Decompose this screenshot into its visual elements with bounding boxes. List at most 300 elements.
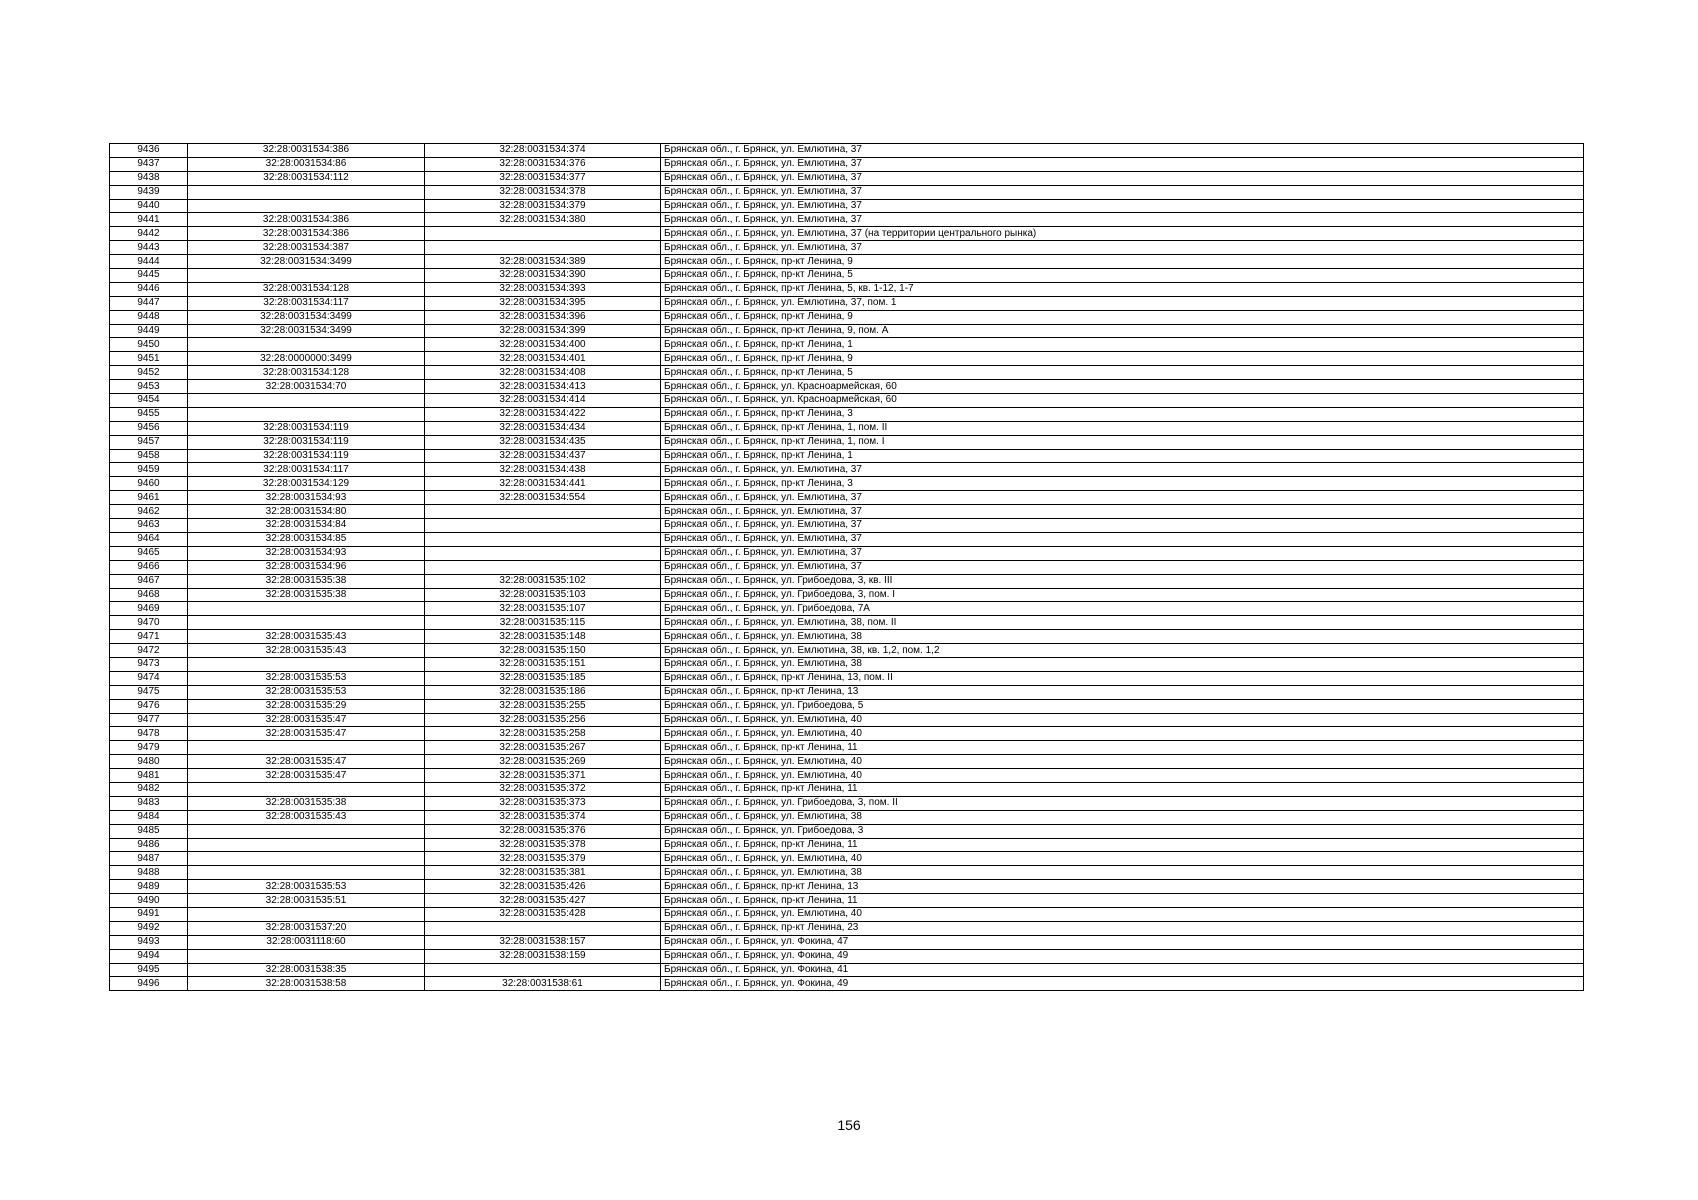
address-cell: Брянская обл., г. Брянск, ул. Грибоедова, 3, кв. III bbox=[661, 574, 1584, 588]
address-cell: Брянская обл., г. Брянск, ул. Емлютина, 38 bbox=[661, 657, 1584, 671]
address-cell: Брянская обл., г. Брянск, ул. Емлютина, 38 bbox=[661, 810, 1584, 824]
object-number-cell: 32:28:0031538:159 bbox=[425, 949, 661, 963]
row-number-cell: 9441 bbox=[110, 213, 188, 227]
object-number-cell: 32:28:0031534:390 bbox=[425, 269, 661, 283]
address-cell: Брянская обл., г. Брянск, ул. Емлютина, 37 bbox=[661, 560, 1584, 574]
parcel-number-cell: 32:28:0031534:3499 bbox=[188, 324, 425, 338]
address-cell: Брянская обл., г. Брянск, ул. Емлютина, 37 bbox=[661, 532, 1584, 546]
parcel-number-cell: 32:28:0031535:29 bbox=[188, 699, 425, 713]
table-row bbox=[110, 657, 1584, 671]
object-number-cell: 32:28:0031534:396 bbox=[425, 310, 661, 324]
parcel-number-cell: 32:28:0031535:53 bbox=[188, 671, 425, 685]
parcel-number-cell bbox=[188, 741, 425, 755]
address-cell: Брянская обл., г. Брянск, ул. Емлютина, 40 bbox=[661, 852, 1584, 866]
object-number-cell: 32:28:0031534:435 bbox=[425, 435, 661, 449]
parcel-number-cell: 32:28:0031534:119 bbox=[188, 449, 425, 463]
parcel-number-cell bbox=[188, 866, 425, 880]
object-number-cell: 32:28:0031538:61 bbox=[425, 977, 661, 991]
row-number-cell: 9488 bbox=[110, 866, 188, 880]
object-number-cell: 32:28:0031534:379 bbox=[425, 199, 661, 213]
object-number-cell: 32:28:0031535:378 bbox=[425, 838, 661, 852]
address-cell: Брянская обл., г. Брянск, пр-кт Ленина, 9, пом. А bbox=[661, 324, 1584, 338]
object-number-cell: 32:28:0031535:151 bbox=[425, 657, 661, 671]
row-number-cell: 9457 bbox=[110, 435, 188, 449]
table-row bbox=[110, 157, 1584, 171]
table-row bbox=[110, 185, 1584, 199]
table-row bbox=[110, 255, 1584, 269]
address-cell: Брянская обл., г. Брянск, ул. Емлютина, 37 bbox=[661, 157, 1584, 171]
parcel-number-cell: 32:28:0031534:128 bbox=[188, 282, 425, 296]
object-number-cell: 32:28:0031534:437 bbox=[425, 449, 661, 463]
address-cell: Брянская обл., г. Брянск, ул. Емлютина, 37 bbox=[661, 213, 1584, 227]
address-cell: Брянская обл., г. Брянск, пр-кт Ленина, 9 bbox=[661, 310, 1584, 324]
parcel-number-cell: 32:28:0031118:60 bbox=[188, 935, 425, 949]
row-number-cell: 9482 bbox=[110, 782, 188, 796]
table-row bbox=[110, 699, 1584, 713]
row-number-cell: 9474 bbox=[110, 671, 188, 685]
parcel-number-cell: 32:28:0031535:43 bbox=[188, 644, 425, 658]
object-number-cell: 32:28:0031535:150 bbox=[425, 644, 661, 658]
row-number-cell: 9483 bbox=[110, 796, 188, 810]
row-number-cell: 9454 bbox=[110, 394, 188, 408]
object-number-cell: 32:28:0031535:372 bbox=[425, 782, 661, 796]
row-number-cell: 9453 bbox=[110, 380, 188, 394]
parcel-number-cell: 32:28:0031535:38 bbox=[188, 588, 425, 602]
address-cell: Брянская обл., г. Брянск, пр-кт Ленина, 1 bbox=[661, 449, 1584, 463]
object-number-cell: 32:28:0031534:434 bbox=[425, 421, 661, 435]
address-cell: Брянская обл., г. Брянск, ул. Грибоедова, 5 bbox=[661, 699, 1584, 713]
parcel-number-cell bbox=[188, 269, 425, 283]
row-number-cell: 9463 bbox=[110, 519, 188, 533]
table-row bbox=[110, 435, 1584, 449]
object-number-cell: 32:28:0031538:157 bbox=[425, 935, 661, 949]
object-number-cell: 32:28:0031535:256 bbox=[425, 713, 661, 727]
row-number-cell: 9469 bbox=[110, 602, 188, 616]
row-number-cell: 9485 bbox=[110, 824, 188, 838]
row-number-cell: 9436 bbox=[110, 144, 188, 158]
object-number-cell bbox=[425, 505, 661, 519]
table-row bbox=[110, 532, 1584, 546]
parcel-number-cell: 32:28:0031535:53 bbox=[188, 880, 425, 894]
address-cell: Брянская обл., г. Брянск, пр-кт Ленина, 13 bbox=[661, 880, 1584, 894]
parcel-number-cell bbox=[188, 199, 425, 213]
parcel-number-cell: 32:28:0031534:119 bbox=[188, 435, 425, 449]
parcel-number-cell: 32:28:0031535:53 bbox=[188, 685, 425, 699]
address-cell: Брянская обл., г. Брянск, ул. Емлютина, 40 bbox=[661, 769, 1584, 783]
row-number-cell: 9481 bbox=[110, 769, 188, 783]
object-number-cell: 32:28:0031535:107 bbox=[425, 602, 661, 616]
row-number-cell: 9487 bbox=[110, 852, 188, 866]
parcel-number-cell bbox=[188, 616, 425, 630]
row-number-cell: 9440 bbox=[110, 199, 188, 213]
address-cell: Брянская обл., г. Брянск, пр-кт Ленина, 5, кв. 1-12, 1-7 bbox=[661, 282, 1584, 296]
table-row bbox=[110, 810, 1584, 824]
row-number-cell: 9452 bbox=[110, 366, 188, 380]
row-number-cell: 9484 bbox=[110, 810, 188, 824]
parcel-number-cell: 32:28:0031534:387 bbox=[188, 241, 425, 255]
parcel-number-cell: 32:28:0031534:93 bbox=[188, 546, 425, 560]
table-row bbox=[110, 421, 1584, 435]
address-cell: Брянская обл., г. Брянск, ул. Емлютина, 37 (на территории центрального рынка) bbox=[661, 227, 1584, 241]
object-number-cell bbox=[425, 241, 661, 255]
table-row bbox=[110, 560, 1584, 574]
address-cell: Брянская обл., г. Брянск, ул. Емлютина, 38 bbox=[661, 630, 1584, 644]
table-row bbox=[110, 394, 1584, 408]
table-row bbox=[110, 866, 1584, 880]
object-number-cell: 32:28:0031534:376 bbox=[425, 157, 661, 171]
table-row bbox=[110, 574, 1584, 588]
address-cell: Брянская обл., г. Брянск, ул. Фокина, 49 bbox=[661, 977, 1584, 991]
parcel-number-cell: 32:28:0031538:35 bbox=[188, 963, 425, 977]
table-row bbox=[110, 796, 1584, 810]
parcel-number-cell: 32:28:0031534:3499 bbox=[188, 255, 425, 269]
table-row bbox=[110, 491, 1584, 505]
address-cell: Брянская обл., г. Брянск, ул. Емлютина, 40 bbox=[661, 907, 1584, 921]
address-cell: Брянская обл., г. Брянск, ул. Емлютина, 37 bbox=[661, 199, 1584, 213]
object-number-cell: 32:28:0031534:408 bbox=[425, 366, 661, 380]
address-cell: Брянская обл., г. Брянск, ул. Фокина, 47 bbox=[661, 935, 1584, 949]
table-row bbox=[110, 685, 1584, 699]
table-row bbox=[110, 269, 1584, 283]
parcel-number-cell bbox=[188, 852, 425, 866]
table-row bbox=[110, 588, 1584, 602]
table-row bbox=[110, 852, 1584, 866]
address-cell: Брянская обл., г. Брянск, пр-кт Ленина, 11 bbox=[661, 838, 1584, 852]
object-number-cell: 32:28:0031535:269 bbox=[425, 755, 661, 769]
parcel-number-cell: 32:28:0031534:117 bbox=[188, 463, 425, 477]
parcel-number-cell: 32:28:0031534:386 bbox=[188, 144, 425, 158]
table-row bbox=[110, 907, 1584, 921]
row-number-cell: 9448 bbox=[110, 310, 188, 324]
object-number-cell bbox=[425, 519, 661, 533]
row-number-cell: 9449 bbox=[110, 324, 188, 338]
object-number-cell bbox=[425, 532, 661, 546]
object-number-cell: 32:28:0031535:426 bbox=[425, 880, 661, 894]
address-cell: Брянская обл., г. Брянск, ул. Емлютина, 37 bbox=[661, 171, 1584, 185]
object-number-cell: 32:28:0031535:115 bbox=[425, 616, 661, 630]
object-number-cell: 32:28:0031534:401 bbox=[425, 352, 661, 366]
table-row bbox=[110, 463, 1584, 477]
object-number-cell: 32:28:0031535:103 bbox=[425, 588, 661, 602]
parcel-number-cell: 32:28:0031534:80 bbox=[188, 505, 425, 519]
table-row bbox=[110, 644, 1584, 658]
row-number-cell: 9480 bbox=[110, 755, 188, 769]
row-number-cell: 9472 bbox=[110, 644, 188, 658]
parcel-number-cell bbox=[188, 824, 425, 838]
row-number-cell: 9445 bbox=[110, 269, 188, 283]
row-number-cell: 9476 bbox=[110, 699, 188, 713]
table-row bbox=[110, 630, 1584, 644]
table-row bbox=[110, 616, 1584, 630]
row-number-cell: 9450 bbox=[110, 338, 188, 352]
address-cell: Брянская обл., г. Брянск, ул. Красноармейская, 60 bbox=[661, 380, 1584, 394]
row-number-cell: 9467 bbox=[110, 574, 188, 588]
address-cell: Брянская обл., г. Брянск, пр-кт Ленина, 5 bbox=[661, 366, 1584, 380]
registry-table bbox=[109, 143, 1584, 991]
address-cell: Брянская обл., г. Брянск, ул. Емлютина, 40 bbox=[661, 727, 1584, 741]
table-row bbox=[110, 949, 1584, 963]
address-cell: Брянская обл., г. Брянск, ул. Емлютина, 37 bbox=[661, 144, 1584, 158]
table-row bbox=[110, 713, 1584, 727]
address-cell: Брянская обл., г. Брянск, пр-кт Ленина, 11 bbox=[661, 894, 1584, 908]
object-number-cell: 32:28:0031535:428 bbox=[425, 907, 661, 921]
object-number-cell bbox=[425, 546, 661, 560]
object-number-cell: 32:28:0031534:374 bbox=[425, 144, 661, 158]
table-row bbox=[110, 213, 1584, 227]
address-cell: Брянская обл., г. Брянск, ул. Емлютина, 37, пом. 1 bbox=[661, 296, 1584, 310]
parcel-number-cell bbox=[188, 602, 425, 616]
row-number-cell: 9468 bbox=[110, 588, 188, 602]
object-number-cell: 32:28:0031534:395 bbox=[425, 296, 661, 310]
object-number-cell: 32:28:0031534:389 bbox=[425, 255, 661, 269]
parcel-number-cell: 32:28:0031535:47 bbox=[188, 727, 425, 741]
address-cell: Брянская обл., г. Брянск, ул. Емлютина, 40 bbox=[661, 713, 1584, 727]
parcel-number-cell: 32:28:0031535:43 bbox=[188, 810, 425, 824]
table-row bbox=[110, 935, 1584, 949]
parcel-number-cell: 32:28:0031535:47 bbox=[188, 769, 425, 783]
address-cell: Брянская обл., г. Брянск, ул. Емлютина, 37 bbox=[661, 505, 1584, 519]
address-cell: Брянская обл., г. Брянск, ул. Емлютина, 38, кв. 1,2, пом. 1,2 bbox=[661, 644, 1584, 658]
table-row bbox=[110, 241, 1584, 255]
object-number-cell: 32:28:0031534:380 bbox=[425, 213, 661, 227]
row-number-cell: 9471 bbox=[110, 630, 188, 644]
address-cell: Брянская обл., г. Брянск, пр-кт Ленина, 13, пом. II bbox=[661, 671, 1584, 685]
parcel-number-cell: 32:28:0031534:84 bbox=[188, 519, 425, 533]
parcel-number-cell: 32:28:0031534:3499 bbox=[188, 310, 425, 324]
table-row bbox=[110, 963, 1584, 977]
address-cell: Брянская обл., г. Брянск, ул. Емлютина, 40 bbox=[661, 755, 1584, 769]
parcel-number-cell: 32:28:0031535:51 bbox=[188, 894, 425, 908]
address-cell: Брянская обл., г. Брянск, ул. Грибоедова, 3 bbox=[661, 824, 1584, 838]
row-number-cell: 9495 bbox=[110, 963, 188, 977]
address-cell: Брянская обл., г. Брянск, ул. Емлютина, 37 bbox=[661, 185, 1584, 199]
address-cell: Брянская обл., г. Брянск, ул. Грибоедова, 7А bbox=[661, 602, 1584, 616]
row-number-cell: 9444 bbox=[110, 255, 188, 269]
row-number-cell: 9439 bbox=[110, 185, 188, 199]
object-number-cell: 32:28:0031534:393 bbox=[425, 282, 661, 296]
row-number-cell: 9447 bbox=[110, 296, 188, 310]
row-number-cell: 9492 bbox=[110, 921, 188, 935]
parcel-number-cell: 32:28:0031535:38 bbox=[188, 574, 425, 588]
parcel-number-cell bbox=[188, 949, 425, 963]
parcel-number-cell: 32:28:0031538:58 bbox=[188, 977, 425, 991]
address-cell: Брянская обл., г. Брянск, пр-кт Ленина, 13 bbox=[661, 685, 1584, 699]
table-row bbox=[110, 977, 1584, 991]
object-number-cell: 32:28:0031534:399 bbox=[425, 324, 661, 338]
address-cell: Брянская обл., г. Брянск, ул. Емлютина, 37 bbox=[661, 463, 1584, 477]
address-cell: Брянская обл., г. Брянск, пр-кт Ленина, 1, пом. I bbox=[661, 435, 1584, 449]
address-cell: Брянская обл., г. Брянск, пр-кт Ленина, 1, пом. II bbox=[661, 421, 1584, 435]
parcel-number-cell bbox=[188, 782, 425, 796]
table-row bbox=[110, 769, 1584, 783]
object-number-cell: 32:28:0031535:381 bbox=[425, 866, 661, 880]
address-cell: Брянская обл., г. Брянск, ул. Емлютина, 38, пом. II bbox=[661, 616, 1584, 630]
parcel-number-cell bbox=[188, 185, 425, 199]
address-cell: Брянская обл., г. Брянск, ул. Красноармейская, 60 bbox=[661, 394, 1584, 408]
object-number-cell bbox=[425, 921, 661, 935]
table-row bbox=[110, 727, 1584, 741]
row-number-cell: 9496 bbox=[110, 977, 188, 991]
object-number-cell: 32:28:0031534:554 bbox=[425, 491, 661, 505]
row-number-cell: 9477 bbox=[110, 713, 188, 727]
parcel-number-cell bbox=[188, 407, 425, 421]
address-cell: Брянская обл., г. Брянск, пр-кт Ленина, 1 bbox=[661, 338, 1584, 352]
parcel-number-cell: 32:28:0031534:119 bbox=[188, 421, 425, 435]
row-number-cell: 9456 bbox=[110, 421, 188, 435]
object-number-cell: 32:28:0031534:422 bbox=[425, 407, 661, 421]
object-number-cell bbox=[425, 227, 661, 241]
address-cell: Брянская обл., г. Брянск, пр-кт Ленина, 9 bbox=[661, 255, 1584, 269]
table-row bbox=[110, 227, 1584, 241]
row-number-cell: 9460 bbox=[110, 477, 188, 491]
address-cell: Брянская обл., г. Брянск, пр-кт Ленина, 3 bbox=[661, 407, 1584, 421]
object-number-cell: 32:28:0031534:438 bbox=[425, 463, 661, 477]
row-number-cell: 9473 bbox=[110, 657, 188, 671]
table-row bbox=[110, 407, 1584, 421]
parcel-number-cell bbox=[188, 838, 425, 852]
object-number-cell: 32:28:0031534:441 bbox=[425, 477, 661, 491]
object-number-cell: 32:28:0031534:414 bbox=[425, 394, 661, 408]
row-number-cell: 9489 bbox=[110, 880, 188, 894]
address-cell: Брянская обл., г. Брянск, пр-кт Ленина, 3 bbox=[661, 477, 1584, 491]
parcel-number-cell bbox=[188, 338, 425, 352]
table-row bbox=[110, 519, 1584, 533]
object-number-cell: 32:28:0031535:258 bbox=[425, 727, 661, 741]
address-cell: Брянская обл., г. Брянск, ул. Емлютина, 38 bbox=[661, 866, 1584, 880]
object-number-cell: 32:28:0031535:185 bbox=[425, 671, 661, 685]
row-number-cell: 9465 bbox=[110, 546, 188, 560]
page-number: 156 bbox=[837, 1117, 861, 1133]
parcel-number-cell: 32:28:0031535:47 bbox=[188, 755, 425, 769]
parcel-number-cell bbox=[188, 907, 425, 921]
table-row bbox=[110, 921, 1584, 935]
table-row bbox=[110, 880, 1584, 894]
row-number-cell: 9443 bbox=[110, 241, 188, 255]
parcel-number-cell: 32:28:0031534:386 bbox=[188, 213, 425, 227]
row-number-cell: 9493 bbox=[110, 935, 188, 949]
table-row bbox=[110, 838, 1584, 852]
address-cell: Брянская обл., г. Брянск, ул. Фокина, 41 bbox=[661, 963, 1584, 977]
table-row bbox=[110, 338, 1584, 352]
address-cell: Брянская обл., г. Брянск, ул. Емлютина, 37 bbox=[661, 241, 1584, 255]
table-row bbox=[110, 477, 1584, 491]
parcel-number-cell: 32:28:0031535:47 bbox=[188, 713, 425, 727]
object-number-cell: 32:28:0031534:413 bbox=[425, 380, 661, 394]
table-row bbox=[110, 824, 1584, 838]
row-number-cell: 9494 bbox=[110, 949, 188, 963]
object-number-cell: 32:28:0031535:427 bbox=[425, 894, 661, 908]
object-number-cell: 32:28:0031534:378 bbox=[425, 185, 661, 199]
table-row bbox=[110, 602, 1584, 616]
object-number-cell: 32:28:0031535:148 bbox=[425, 630, 661, 644]
address-cell: Брянская обл., г. Брянск, ул. Фокина, 49 bbox=[661, 949, 1584, 963]
object-number-cell: 32:28:0031535:373 bbox=[425, 796, 661, 810]
parcel-number-cell: 32:28:0031534:117 bbox=[188, 296, 425, 310]
object-number-cell: 32:28:0031535:379 bbox=[425, 852, 661, 866]
table-row bbox=[110, 282, 1584, 296]
object-number-cell: 32:28:0031535:186 bbox=[425, 685, 661, 699]
parcel-number-cell: 32:28:0031534:70 bbox=[188, 380, 425, 394]
address-cell: Брянская обл., г. Брянск, ул. Емлютина, 37 bbox=[661, 519, 1584, 533]
table-row bbox=[110, 310, 1584, 324]
parcel-number-cell: 32:28:0031537:20 bbox=[188, 921, 425, 935]
parcel-number-cell: 32:28:0000000:3499 bbox=[188, 352, 425, 366]
row-number-cell: 9461 bbox=[110, 491, 188, 505]
parcel-number-cell bbox=[188, 394, 425, 408]
object-number-cell bbox=[425, 560, 661, 574]
table-row bbox=[110, 171, 1584, 185]
parcel-number-cell: 32:28:0031535:38 bbox=[188, 796, 425, 810]
address-cell: Брянская обл., г. Брянск, ул. Грибоедова, 3, пом. II bbox=[661, 796, 1584, 810]
table-row bbox=[110, 782, 1584, 796]
table-row bbox=[110, 546, 1584, 560]
address-cell: Брянская обл., г. Брянск, пр-кт Ленина, 11 bbox=[661, 782, 1584, 796]
address-cell: Брянская обл., г. Брянск, пр-кт Ленина, 11 bbox=[661, 741, 1584, 755]
parcel-number-cell bbox=[188, 657, 425, 671]
row-number-cell: 9464 bbox=[110, 532, 188, 546]
table-row bbox=[110, 324, 1584, 338]
table-row bbox=[110, 296, 1584, 310]
address-cell: Брянская обл., г. Брянск, ул. Грибоедова, 3, пом. I bbox=[661, 588, 1584, 602]
object-number-cell: 32:28:0031535:102 bbox=[425, 574, 661, 588]
table-row bbox=[110, 671, 1584, 685]
parcel-number-cell: 32:28:0031534:85 bbox=[188, 532, 425, 546]
table-row bbox=[110, 380, 1584, 394]
object-number-cell: 32:28:0031535:374 bbox=[425, 810, 661, 824]
object-number-cell: 32:28:0031535:255 bbox=[425, 699, 661, 713]
object-number-cell: 32:28:0031534:400 bbox=[425, 338, 661, 352]
address-cell: Брянская обл., г. Брянск, ул. Емлютина, 37 bbox=[661, 546, 1584, 560]
table-row bbox=[110, 366, 1584, 380]
object-number-cell: 32:28:0031535:267 bbox=[425, 741, 661, 755]
row-number-cell: 9442 bbox=[110, 227, 188, 241]
parcel-number-cell: 32:28:0031534:128 bbox=[188, 366, 425, 380]
parcel-number-cell: 32:28:0031534:96 bbox=[188, 560, 425, 574]
table-row bbox=[110, 144, 1584, 158]
object-number-cell: 32:28:0031535:376 bbox=[425, 824, 661, 838]
row-number-cell: 9470 bbox=[110, 616, 188, 630]
address-cell: Брянская обл., г. Брянск, пр-кт Ленина, 5 bbox=[661, 269, 1584, 283]
row-number-cell: 9451 bbox=[110, 352, 188, 366]
object-number-cell: 32:28:0031535:371 bbox=[425, 769, 661, 783]
row-number-cell: 9459 bbox=[110, 463, 188, 477]
row-number-cell: 9438 bbox=[110, 171, 188, 185]
table-body bbox=[110, 144, 1584, 991]
row-number-cell: 9479 bbox=[110, 741, 188, 755]
row-number-cell: 9490 bbox=[110, 894, 188, 908]
table-row bbox=[110, 449, 1584, 463]
parcel-number-cell: 32:28:0031534:112 bbox=[188, 171, 425, 185]
row-number-cell: 9491 bbox=[110, 907, 188, 921]
parcel-number-cell: 32:28:0031535:43 bbox=[188, 630, 425, 644]
address-cell: Брянская обл., г. Брянск, пр-кт Ленина, 9 bbox=[661, 352, 1584, 366]
table-row bbox=[110, 755, 1584, 769]
row-number-cell: 9462 bbox=[110, 505, 188, 519]
row-number-cell: 9446 bbox=[110, 282, 188, 296]
row-number-cell: 9437 bbox=[110, 157, 188, 171]
address-cell: Брянская обл., г. Брянск, ул. Емлютина, 37 bbox=[661, 491, 1584, 505]
parcel-number-cell: 32:28:0031534:129 bbox=[188, 477, 425, 491]
parcel-number-cell: 32:28:0031534:93 bbox=[188, 491, 425, 505]
parcel-number-cell: 32:28:0031534:386 bbox=[188, 227, 425, 241]
row-number-cell: 9486 bbox=[110, 838, 188, 852]
row-number-cell: 9455 bbox=[110, 407, 188, 421]
table-row bbox=[110, 741, 1584, 755]
object-number-cell: 32:28:0031534:377 bbox=[425, 171, 661, 185]
object-number-cell bbox=[425, 963, 661, 977]
table-row bbox=[110, 505, 1584, 519]
row-number-cell: 9478 bbox=[110, 727, 188, 741]
